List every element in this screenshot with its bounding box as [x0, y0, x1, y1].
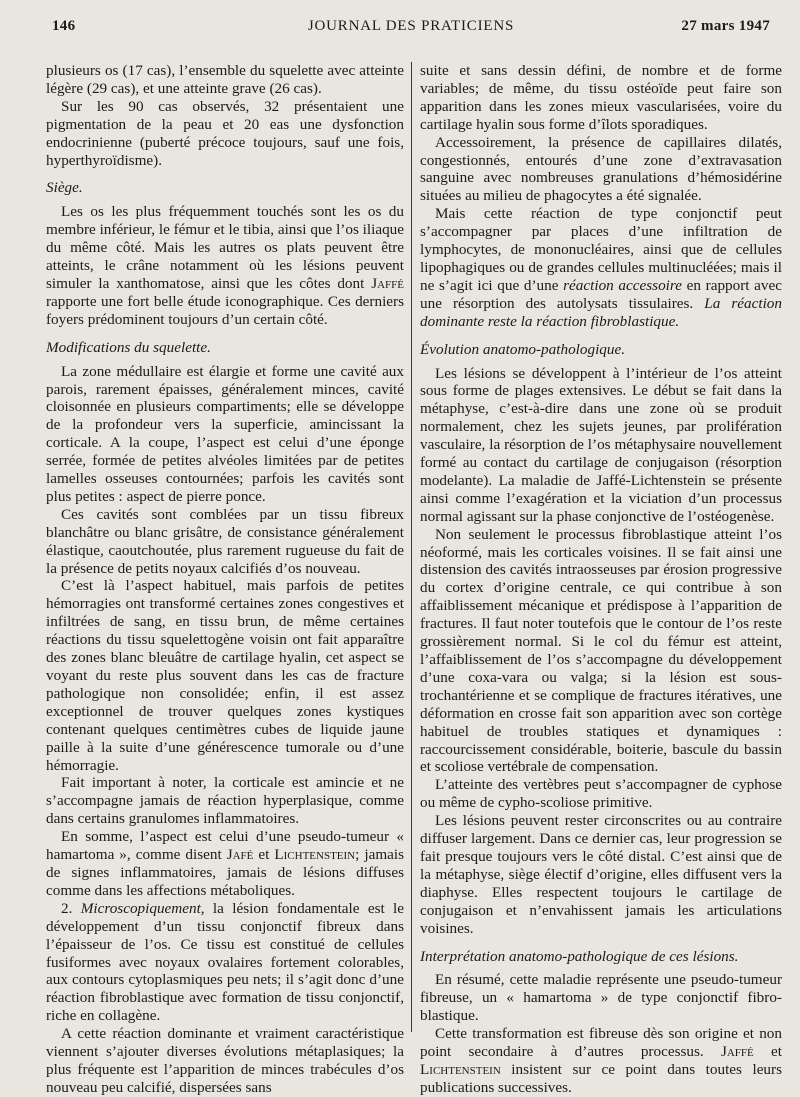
author-name: Jafé — [226, 846, 254, 864]
paragraph: Les lésions se développent à l’intérieur de l’os atteint sous forme de plages extensives. Le début se fait dans la métaphyse, c’est-à-dire dans une zone où se produit normalement, chez les sujets jeunes, par prolifération vasculaire, la résorption de l’os métaphysaire nouvellement formé au contact du cartilage de conjugaison (résorption modelante). La maladie de Jaffé-Lichtenstein se présente ainsi comme l’exagération et la viciation d’un processus normal agissant sur la phase conjonctive de l’ostéogenèse. — [420, 364, 782, 525]
journal-title: JOURNAL DES PRATICIENS — [307, 18, 515, 34]
paragraph: suite et sans dessin défini, de nombre et de forme variables; de même, du tissu ostéoïde peut faire son apparition dans les zones mieux vascularisées, voire du cartilage hyalin sous forme d’îlots sporadiques. — [420, 62, 782, 133]
paragraph: Les os les plus fréquemment touchés sont les os du membre inférieur, le fémur et le tibia, ainsi que l’os iliaque du même côté. Mais les autres os plats peuvent être atteints, le crâne notamment où les lésions peuvent simuler la xanthomatose, ainsi que les côtes dont Jaffé rapporte une fort belle étude iconographique. Ces derniers foyers prédominent toujours d’un certain côté. — [46, 203, 404, 328]
section-heading-evolution: Évolution anatomo-pathologique. — [420, 340, 626, 358]
paragraph: Les lésions peuvent rester circonscrites ou au contraire diffuser largement. Dans ce dernier cas, leur progression se fait presque toujours vers le côté distal. C’est ainsi que de la métaphyse, siège électif d’origine, elles diffusent vers la diaphyse. Elles respectent toujours le cartilage de conjugaison et n’envahissent jamais les articulations voisines. — [420, 812, 782, 937]
author-name: Lichtenstein — [420, 1060, 501, 1078]
paragraph: La zone médullaire est élargie et forme une cavité aux parois, rarement épaisses, généralement minces, cavité cloisonnée en plusieurs compartiments; elle se développe de la profondeur vers la superficie, amincissant la corticale. A la coupe, l’aspect est celui d’une éponge serrée, formée de petites alvéoles limitées par de petites lamelles osseuses contournées; parfois les cavités sont plus petites : aspect de pierre ponce. — [46, 362, 404, 505]
paragraph: plusieurs os (17 cas), l’ensemble du squelette avec atteinte légère (29 cas), et une atteinte grave (26 cas). — [46, 62, 404, 97]
left-column — [46, 62, 404, 1097]
paragraph: A cette réaction dominante et vraiment caractéristique viennent s’ajouter diverses évolutions métaplasiques; la plus fréquente est l’apparition de minces trabécules d’os nouveau peu calcifié, dispersées sans — [46, 1025, 404, 1096]
paragraph: L’atteinte des vertèbres peut s’accompagner de cyphose ou même de cypho-scoliose primitive. — [420, 776, 782, 812]
paragraph: Cette transformation est fibreuse dès son origine et non point secondaire à d’autres processus. Jaffé et Lichtenstein insistent sur ce point dans toutes leurs publications successives. — [420, 1025, 782, 1096]
section-heading-interpretation: Interprétation anatomo-pathologique de ces lésions. — [420, 947, 739, 965]
paragraph: En somme, l’aspect est celui d’une pseudo-tumeur « hamartoma », comme disent Jafé et Lichtenstein; jamais de signes inflammatoires, jamais de lésions diffuses comme dans les affections métaboliques. — [46, 828, 405, 899]
emphasis: Microscopiquement — [80, 899, 201, 917]
author-name: Jaffé — [720, 1043, 754, 1061]
column-divider — [411, 62, 412, 1032]
right-column — [420, 62, 782, 1097]
paragraph: Fait important à noter, la corticale est amincie et ne s’accompagne jamais de réaction hyperplasique, comme dans certains granulomes inflammatoires. — [46, 774, 404, 828]
paragraph: C’est là l’aspect habituel, mais parfois de petites hémorragies ont transformé certaines zones congestives et infiltrées de sang, en tissu brun, de même certaines réactions du tissu squelettogène voisin ont fait apparaître des zones blanc bleuâtre de cartilage hyalin, cet aspect se voyant du reste plus souvent dans les cas de fracture pathologique non consolidée; enfin, il est assez exceptionnel de trouver quelques zones kystiques contenant quelques centimètres cubes de liquide jaune paille à la suite d’une générescence tumorale ou d’une hémorragie. — [46, 577, 404, 774]
paragraph: Sur les 90 cas observés, 32 présentaient une pigmentation de la peau et 20 eas une dysfonction endocrinienne (puberté précoce toujours, sauf une fois, hyperthyroïdisme). — [46, 97, 404, 169]
author-name: Lichtenstein — [274, 846, 356, 864]
emphasis: La réaction dominante reste la réaction fibroblastique. — [420, 294, 782, 330]
page-number: 146 — [52, 18, 76, 34]
author-name: Jaffé — [371, 274, 404, 292]
paragraph: Accessoirement, la présence de capillaires dilatés, congestionnés, entourés d’une zone d’extravasation sanguine avec nombreuses granulations d’hémosidérine situées au milieu de phagocytes a été signalée. — [420, 133, 782, 205]
issue-date: 27 mars 1947 — [681, 18, 770, 34]
paragraph: Non seulement le processus fibroblastique atteint l’os néoformé, mais les corticales voisines. Il se fait ainsi une distension des cavités intraosseuses par érosion progressive du cortex d’origine centrale, ce qui contribue à son affaiblissement mécanique et prédispose à l’apparition de fractures. Il faut noter toutefois que le contour de l’os reste grossièrement normal. Si le col du fémur est atteint, l’affaiblissement de l’os s’accompagne du développement d’une coxa-vara ou valga; si la lésion est sous-trochantérienne et se complique de fractures itératives, une déformation en crosse fait son apparition avec son cortège habituel de troubles statiques et dynamiques : raccourcissement considérable, boiterie, bascule du bassin et scoliose vertébrale de compensation. — [420, 525, 782, 776]
paragraph: Ces cavités sont comblées par un tissu fibreux blanchâtre ou blanc grisâtre, de consistance généralement élastique, caoutchoutée, plus rarement rugueuse du fait de la présence de petits noyaux calcifiés d’os nouveau. — [46, 505, 404, 577]
emphasis: réaction accessoire — [563, 276, 682, 294]
paragraph: Mais cette réaction de type conjonctif peut s’accompagner par places d’une infiltration de lymphocytes, de mononucléaires, ainsi que de cellules lipophagiques ou de grandes cellules multinucléées; mais il ne s’agit ici que d’une réaction accessoire en rapport avec une résorption des autolysats tissulaires. La réaction dominante reste la réaction fibroblastique. — [420, 205, 782, 330]
paragraph: En résumé, cette maladie représente une pseudo-tumeur fibreuse, un « hamartoma » de type conjonctif fibro-blastique. — [420, 971, 782, 1025]
running-header — [52, 18, 770, 40]
paragraph: 2. Microscopiquement, la lésion fondamentale est le développement d’un tissu conjonctif fibreux dans l’épaisseur de l’os. Ce tissu est constitué de cellules fusiformes avec noyaux ovalaires fortement colorables, aux contours cytoplasmiques peu nets; il s’agit donc d’une réaction fibroblastique avec formation de tissu conjonctif, riche en collagène. — [46, 899, 405, 1025]
section-heading-siege: Siège. — [46, 179, 83, 197]
section-heading-modifications: Modifications du squelette. — [46, 338, 211, 356]
